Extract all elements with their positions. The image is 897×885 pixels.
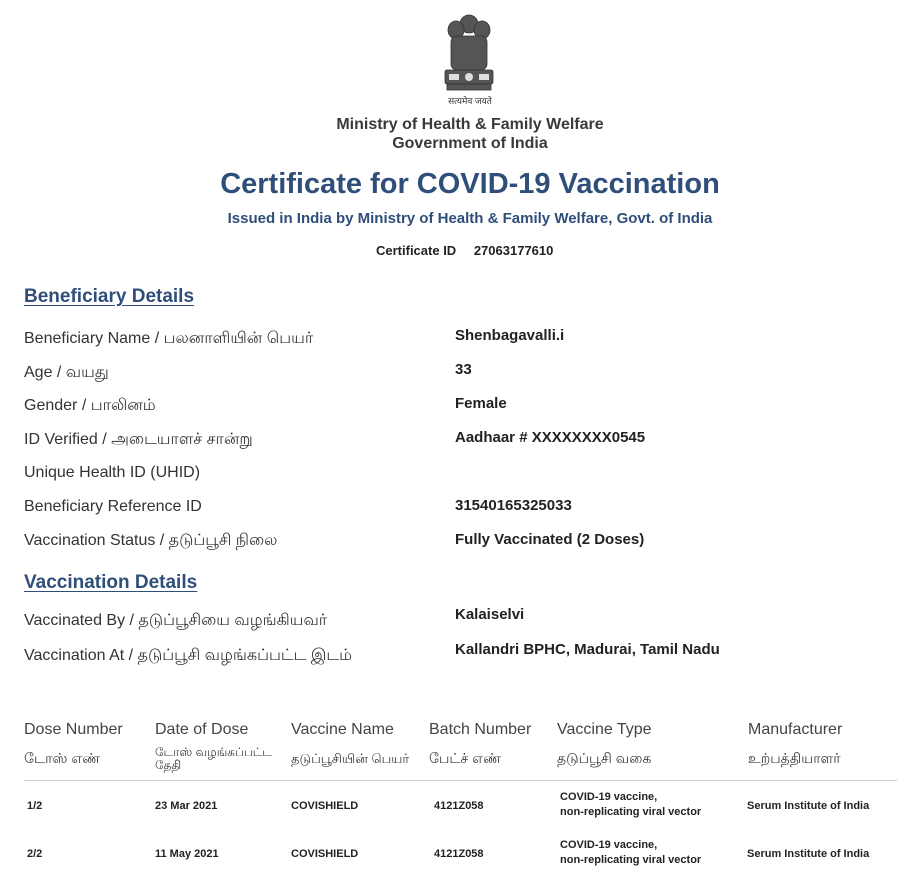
vaccine-name-header: Vaccine Name [291,721,394,738]
vaccination-at-value: Kallandri BPHC, Madurai, Tamil Nadu [455,641,720,658]
batch-number-header-tamil: பேட்ச் எண் [429,750,501,766]
batch-number-cell: 4121Z058 [434,848,484,860]
certificate-id-value: 27063177610 [473,243,554,258]
ministry-name: Ministry of Health & Family Welfare [336,116,604,133]
certificate-id [376,243,567,258]
beneficiary-reference-id-label: Beneficiary Reference ID [24,498,202,515]
table-divider [24,780,897,781]
uhid-label: Unique Health ID (UHID) [24,464,201,481]
beneficiary-name-value: Shenbagavalli.i [455,327,565,344]
age-value: 33 [455,361,472,378]
vaccination-status-label: Vaccination Status / தடுப்பூசி நிலை [24,532,278,549]
vaccine-type-line2: non-replicating viral vector [560,806,702,818]
age-label: Age / வயது [24,364,109,381]
dose-number-header: Dose Number [24,721,123,738]
dose-number-cell: 1/2 [27,800,43,812]
date-of-dose-header-tamil: டோஸ் வழங்கப்பட்ட தேதி [155,745,272,772]
vaccine-name-header-tamil: தடுப்பூசியின் பெயர் [291,751,410,766]
date-of-dose-header: Date of Dose [155,721,249,738]
vaccination-at-label: Vaccination At / தடுப்பூசி வழங்கப்பட்ட இடம் [24,647,352,664]
emblem-motto: सत्यमेव जयते [448,96,492,106]
vaccination-status-value: Fully Vaccinated (2 Doses) [455,531,645,548]
dose-number-cell: 2/2 [27,848,43,860]
vaccine-type-line1: COVID-19 vaccine, [560,839,658,851]
date-of-dose-cell: 11 May 2021 [155,848,219,860]
gender-value: Female [455,395,507,412]
id-verified-value: Aadhaar # XXXXXXXX0545 [455,429,646,446]
government-name: Government of India [392,135,548,152]
beneficiary-details-heading: Beneficiary Details [24,286,195,307]
batch-number-header: Batch Number [429,721,532,738]
vaccine-type-line1: COVID-19 vaccine, [560,791,658,803]
gender-label: Gender / பாலினம் [24,397,156,414]
vaccine-type-cell [560,790,701,820]
certificate-subtitle: Issued in India by Ministry of Health & Family Welfare, Govt. of India [227,210,713,227]
beneficiary-reference-id-value: 31540165325033 [455,497,572,514]
manufacturer-cell: Serum Institute of India [747,800,870,812]
vaccinated-by-label: Vaccinated By / தடுப்பூசியை வழங்கியவர் [24,612,328,629]
vaccine-type-header-tamil: தடுப்பூசி வகை [557,750,652,766]
manufacturer-cell: Serum Institute of India [747,848,870,860]
vaccinated-by-value: Kalaiselvi [455,606,525,623]
certificate-title: Certificate for COVID-19 Vaccination [220,168,720,200]
beneficiary-name-label: Beneficiary Name / பலனாளியின் பெயர் [24,330,314,347]
manufacturer-header-tamil: உற்பத்தியாளர் [748,750,841,766]
date-of-dose-cell: 23 Mar 2021 [155,800,218,812]
manufacturer-header: Manufacturer [748,721,843,738]
dose-number-header-tamil: டோஸ் எண் [24,750,101,766]
vaccine-type-line2: non-replicating viral vector [560,854,702,866]
certificate-id-label: Certificate ID [376,243,457,258]
vaccine-type-cell [560,838,701,868]
vaccine-name-cell: COVISHIELD [291,800,359,812]
batch-number-cell: 4121Z058 [434,800,484,812]
id-verified-label: ID Verified / அடையாளச் சான்று [24,431,253,448]
vaccine-name-cell: COVISHIELD [291,848,359,860]
vaccine-type-header: Vaccine Type [557,721,652,738]
vaccination-details-heading: Vaccination Details [24,572,198,593]
